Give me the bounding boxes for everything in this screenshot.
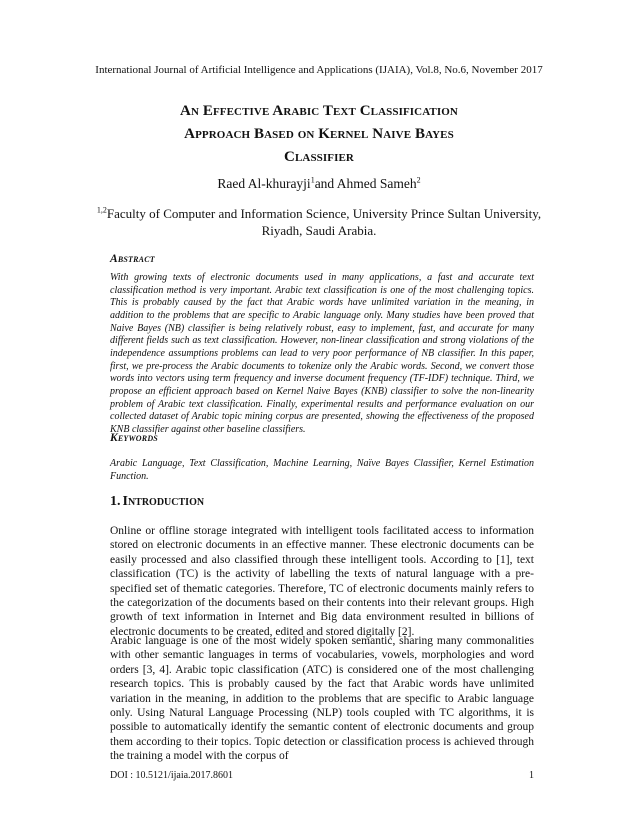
title-line-1: An Effective Arabic Text Classification [180, 103, 458, 119]
affiliation [60, 205, 578, 239]
affiliation-line-2: Riyadh, Saudi Arabia. [261, 223, 377, 238]
section-title: Introduction [122, 494, 205, 509]
footer-doi: DOI : 10.5121/ijaia.2017.8601 [110, 770, 234, 781]
journal-header: International Journal of Artificial Intelligence and Applications (IJAIA), Vol.8, No.6, November 2017 [95, 64, 543, 76]
author-list [0, 175, 638, 192]
page-number: 1 [529, 770, 534, 781]
author-1-superscript: 1 [310, 175, 315, 185]
section-number: 1. [110, 494, 121, 509]
paper-title [60, 100, 578, 169]
affiliation-superscript: 1,2 [96, 205, 107, 215]
author-2-superscript: 2 [416, 175, 421, 185]
title-line-3: Classifier [284, 149, 354, 165]
intro-paragraph-2: Arabic language is one of the most widely spoken semantic, sharing many commonalities with other semantic languages in terms of vocabularies, vowels, morphologies and word orders [3, 4]. Arabic topic classification (ATC) is considered one of the most challenging research topics. This is probably caused by the fact that Arabic words have unlimited variation in the meaning, in addition to the problems that are specific to Arabic language only. Using Natural Language Processing (NLP) tools coupled with TC algorithms, it is possible to automatically identify the semantic content of electronic documents and group them according to their topics. Topic detection or classification process is achieved through the training a model with the corpus of [110, 635, 534, 763]
keywords-text: Arabic Language, Text Classification, Machine Learning, Naïve Bayes Classifier, Kernel Estimation Function. [110, 458, 534, 482]
keywords-heading: Keywords [110, 432, 158, 444]
affiliation-line-1: Faculty of Computer and Information Science, University Prince Sultan University, [106, 206, 542, 221]
intro-paragraph-1: Online or offline storage integrated with intelligent tools facilitated access to information stored on electronic documents in an effective manner. These electronic documents can be easily processed and also classified through these intelligent tools. According to [1], text classification (TC) is the activity of labelling the texts of natural language with a pre-specified set of thematic categories. Therefore, TC of electronic documents mainly refers to the categorization of the documents based on their contents into their relevant groups. High growth of text information in Internet and Big data environment resulted in billions of electronic documents to be created, edited and stored digitally [2]. [110, 525, 534, 638]
author-1-name: Raed Al-khurayji [217, 176, 311, 191]
section-heading-introduction [110, 494, 204, 510]
abstract-heading: Abstract [110, 253, 155, 265]
author-2-name: and Ahmed Sameh [314, 176, 417, 191]
abstract-text: With growing texts of electronic documents used in many applications, a fast and accurate text classification method is very important. Arabic text classification is one of the most challenging topics. This is probably caused by the fact that Arabic words have unlimited variation in the meaning, in addition to the problems that are specific to Arabic language only. Many studies have been proved that Naive Bayes (NB) classifier is being relatively robust, easy to implement, fast, and accurate for many different fields such as text classification. However, non-linear classification and strong violations of the independence assumptions problems can lead to very poor performance of NB classifier. In this paper, first, we pre-process the Arabic documents to tokenize only the Arabic words. Second, we convert those words into vectors using term frequency and inverse document frequency (TF-IDF) technique. Third, we propose an efficient approach based on Kernel Naive Bayes (KNB) classifier to solve the non-linearity problem of Arabic text classification. Finally, experimental results and performance evaluation on our collected dataset of Arabic topic mining corpus are presented, showing the effectiveness of the proposed KNB classifier against other baseline classifiers. [110, 272, 534, 435]
title-line-2: Approach Based on Kernel Naive Bayes [184, 126, 454, 142]
